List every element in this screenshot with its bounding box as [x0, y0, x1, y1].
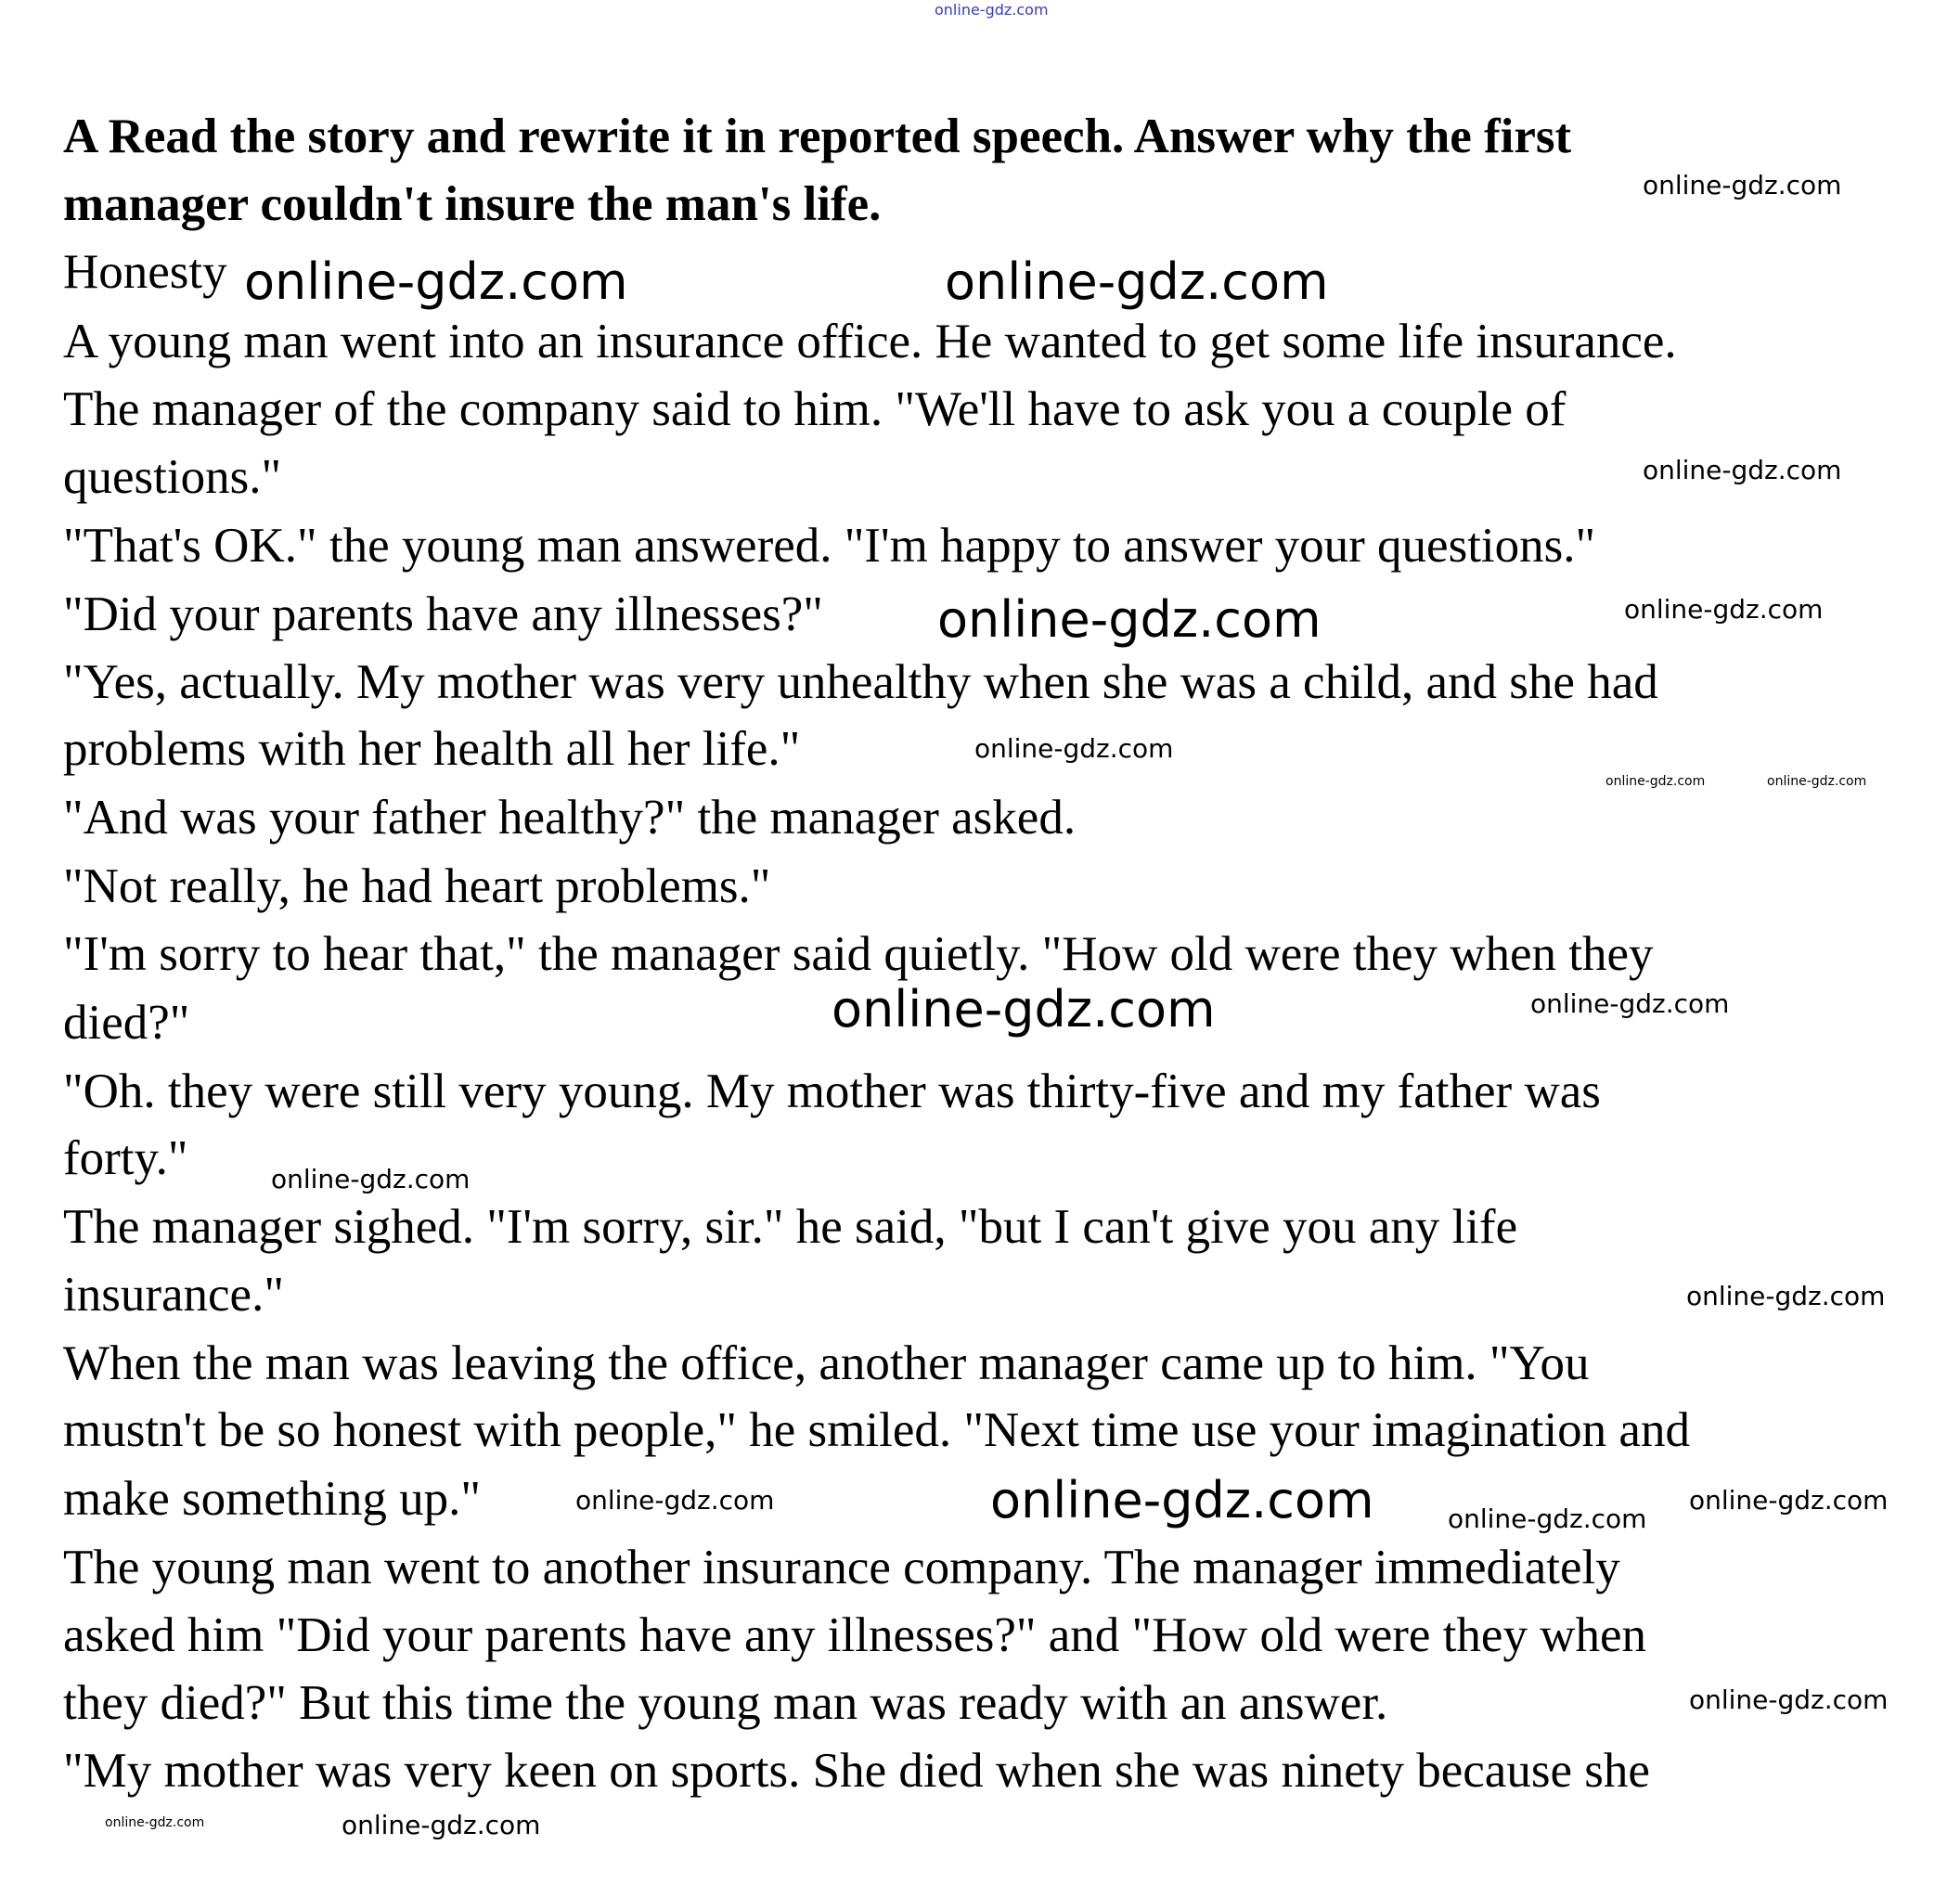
watermark: online-gdz.com — [1624, 594, 1824, 625]
watermark: online-gdz.com — [1689, 1485, 1889, 1516]
story-line: The manager of the company said to him. "We'll have to ask you a couple of — [63, 382, 1567, 436]
story-line: insurance." — [63, 1268, 284, 1322]
story-line: "Oh. they were still very young. My mother was thirty-five and my father was — [63, 1065, 1601, 1118]
watermark: online-gdz.com — [1643, 170, 1842, 200]
watermark: online-gdz.com — [935, 1, 1049, 19]
story-line: "Not really, he had heart problems." — [63, 859, 771, 913]
story-line: questions." — [63, 450, 282, 504]
story-line: "And was your father healthy?" the manager asked. — [63, 791, 1077, 845]
watermark: online-gdz.com — [105, 1815, 205, 1830]
story-line: The manager sighed. "I'm sorry, sir." he said, "but I can't give you any life — [63, 1200, 1518, 1254]
watermark: online-gdz.com — [342, 1810, 541, 1840]
story-line: died?" — [63, 996, 190, 1050]
story-line: "Yes, actually. My mother was very unhealthy when she was a child, and she had — [63, 655, 1658, 709]
story-line: A young man went into an insurance office. He wanted to get some life insurance. — [63, 315, 1677, 368]
watermark: online-gdz.com — [1605, 774, 1706, 789]
watermark: online-gdz.com — [271, 1164, 471, 1194]
watermark: online-gdz.com — [575, 1485, 775, 1516]
watermark: online-gdz.com — [1686, 1281, 1886, 1311]
story-line: forty." — [63, 1131, 188, 1185]
story-line: problems with her health all her life." — [63, 722, 801, 776]
watermark: online-gdz.com — [1643, 455, 1842, 485]
watermark: online-gdz.com — [1689, 1684, 1889, 1715]
watermark: online-gdz.com — [244, 252, 628, 311]
story-title: Honesty — [63, 245, 227, 299]
watermark: online-gdz.com — [832, 980, 1216, 1039]
story-line: asked him "Did your parents have any illnesses?" and "How old were they when — [63, 1608, 1646, 1662]
task-heading: A Read the story and rewrite it in reported speech. Answer why the first — [63, 110, 1572, 163]
story-line: The young man went to another insurance company. The manager immediately — [63, 1541, 1620, 1594]
story-line: mustn't be so honest with people," he smiled. "Next time use your imagination and — [63, 1403, 1690, 1457]
story-line: "That's OK." the young man answered. "I'm happy to answer your questions." — [63, 519, 1596, 573]
watermark: online-gdz.com — [937, 590, 1322, 649]
watermark: online-gdz.com — [974, 733, 1174, 764]
watermark: online-gdz.com — [945, 252, 1329, 311]
story-line: make something up." — [63, 1472, 481, 1526]
watermark: online-gdz.com — [1767, 774, 1867, 789]
watermark: online-gdz.com — [990, 1471, 1374, 1529]
watermark: online-gdz.com — [1530, 988, 1730, 1019]
story-line: "Did your parents have any illnesses?" — [63, 587, 823, 641]
story-line: "My mother was very keen on sports. She died when she was ninety because she — [63, 1744, 1650, 1798]
story-line: they died?" But this time the young man was ready with an answer. — [63, 1676, 1388, 1730]
watermark: online-gdz.com — [1448, 1503, 1647, 1534]
story-line: When the man was leaving the office, another manager came up to him. "You — [63, 1336, 1590, 1390]
task-heading: manager couldn't insure the man's life. — [63, 177, 882, 231]
story-line: "I'm sorry to hear that," the manager said quietly. "How old were they when they — [63, 927, 1654, 981]
